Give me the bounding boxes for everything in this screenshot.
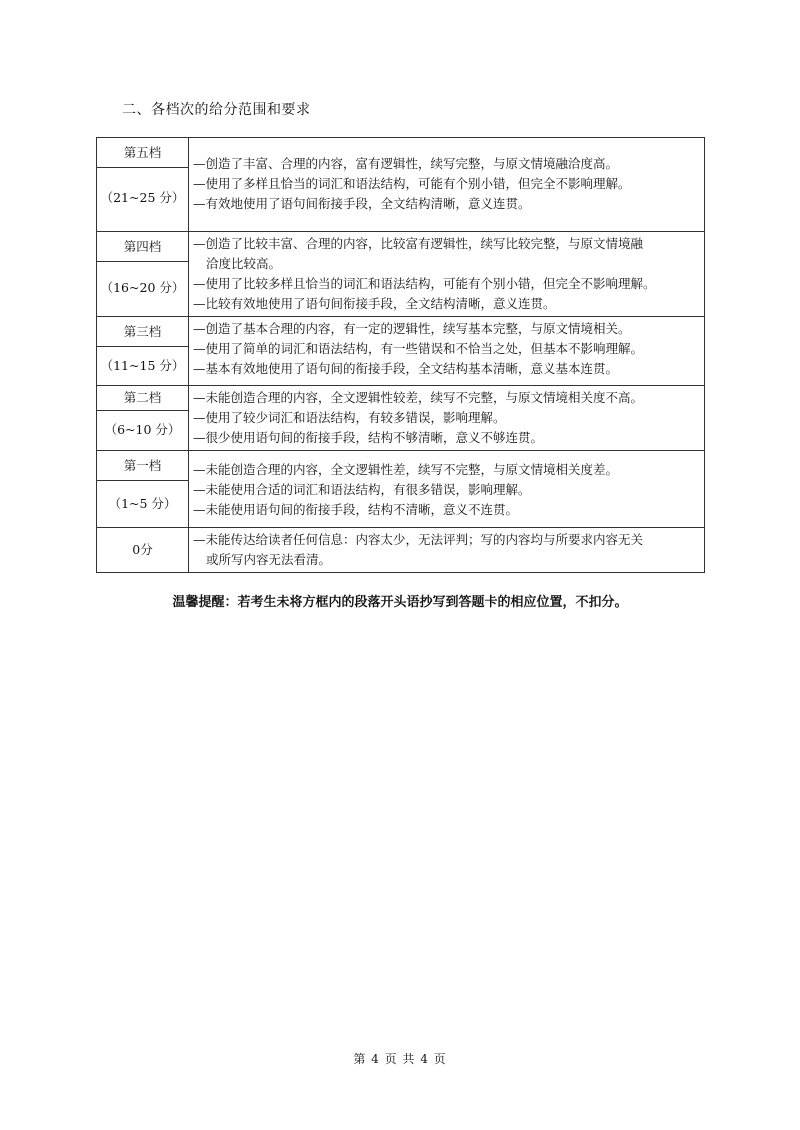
grade-description (189, 138, 705, 232)
grade-range: （16~20 分） (100, 280, 185, 295)
criterion-line: —有效地使用了语句间衔接手段，全文结构清晰，意义连贯。 (193, 196, 531, 211)
criterion-line: —很少使用语句间的衔接手段，结构不够清晰，意义不够连贯。 (193, 430, 544, 445)
grade-band-cell (97, 232, 189, 317)
grading-table (96, 137, 705, 573)
section-heading: 二、各档次的给分范围和要求 (122, 102, 311, 118)
grade-name: 第二档 (97, 386, 188, 411)
grade-row-5 (97, 138, 705, 232)
criterion-line: —使用了多样且恰当的词汇和语法结构，可能有个别小错，但完全不影响理解。 (193, 176, 631, 191)
criterion-line: —基本有效地使用了语句间的衔接手段，全文结构基本清晰，意义基本连贯。 (193, 361, 619, 376)
grade-description (189, 528, 705, 573)
grade-band-cell (97, 451, 189, 528)
grade-row-1 (97, 451, 705, 528)
criterion-line: —未能创造合理的内容，全文逻辑性差，续写不完整，与原文情境相关度差。 (193, 462, 619, 477)
criterion-line-continued: 洽度比较高。 (206, 256, 282, 271)
grade-name: 第四档 (97, 232, 188, 262)
grade-band-cell (97, 528, 189, 573)
criterion-line: —未能使用语句间的衔接手段，结构不清晰，意义不连贯。 (193, 502, 519, 517)
grade-row-2 (97, 386, 705, 451)
grade-band-cell (97, 317, 189, 386)
criterion-line-continued: 或所写内容无法看清。 (206, 552, 332, 567)
criterion-line: —未能使用合适的词汇和语法结构，有很多错误，影响理解。 (193, 482, 531, 497)
grade-row-0 (97, 528, 705, 573)
criterion-line: —未能传达给读者任何信息：内容太少，无法评判；写的内容均与所要求内容无关 (193, 532, 644, 547)
criterion-line: —未能创造合理的内容，全文逻辑性较差，续写不完整，与原文情境相关度不高。 (193, 390, 644, 405)
grade-description (189, 386, 705, 451)
grade-band-cell (97, 386, 189, 451)
criterion-line: —创造了丰富、合理的内容，富有逻辑性，续写完整，与原文情境融洽度高。 (193, 156, 619, 171)
grade-range: （11~15 分） (100, 358, 185, 373)
grade-name: 第一档 (97, 451, 188, 481)
grade-row-4 (97, 232, 705, 317)
grade-name: 第三档 (97, 317, 188, 347)
criterion-line: —创造了基本合理的内容，有一定的逻辑性，续写基本完整，与原文情境相关。 (193, 321, 631, 336)
criterion-line: —创造了比较丰富、合理的内容，比较富有逻辑性，续写比较完整，与原文情境融 (193, 236, 644, 251)
criterion-line: —使用了比较多样且恰当的词汇和语法结构，可能有个别小错，但完全不影响理解。 (193, 276, 656, 291)
grade-band-cell (97, 138, 189, 232)
grade-name: 第五档 (97, 138, 188, 168)
grade-range: （6~10 分） (104, 422, 181, 437)
grade-description (189, 232, 705, 317)
grade-description (189, 317, 705, 386)
page-number: 第 4 页 共 4 页 (353, 1052, 447, 1066)
criterion-line: —使用了较少词汇和语法结构，有较多错误，影响理解。 (193, 410, 506, 425)
grade-name: 0分 (132, 542, 153, 557)
criterion-line: —比较有效地使用了语句间衔接手段，全文结构清晰，意义连贯。 (193, 296, 556, 311)
reminder-note: 温馨提醒：若考生未将方框内的段落开头语抄写到答题卡的相应位置，不扣分。 (172, 595, 628, 610)
grade-description (189, 451, 705, 528)
grade-range: （21~25 分） (100, 190, 185, 205)
grade-row-3 (97, 317, 705, 386)
grade-range: （1~5 分） (108, 496, 177, 511)
criterion-line: —使用了简单的词汇和语法结构，有一些错误和不恰当之处，但基本不影响理解。 (193, 341, 644, 356)
